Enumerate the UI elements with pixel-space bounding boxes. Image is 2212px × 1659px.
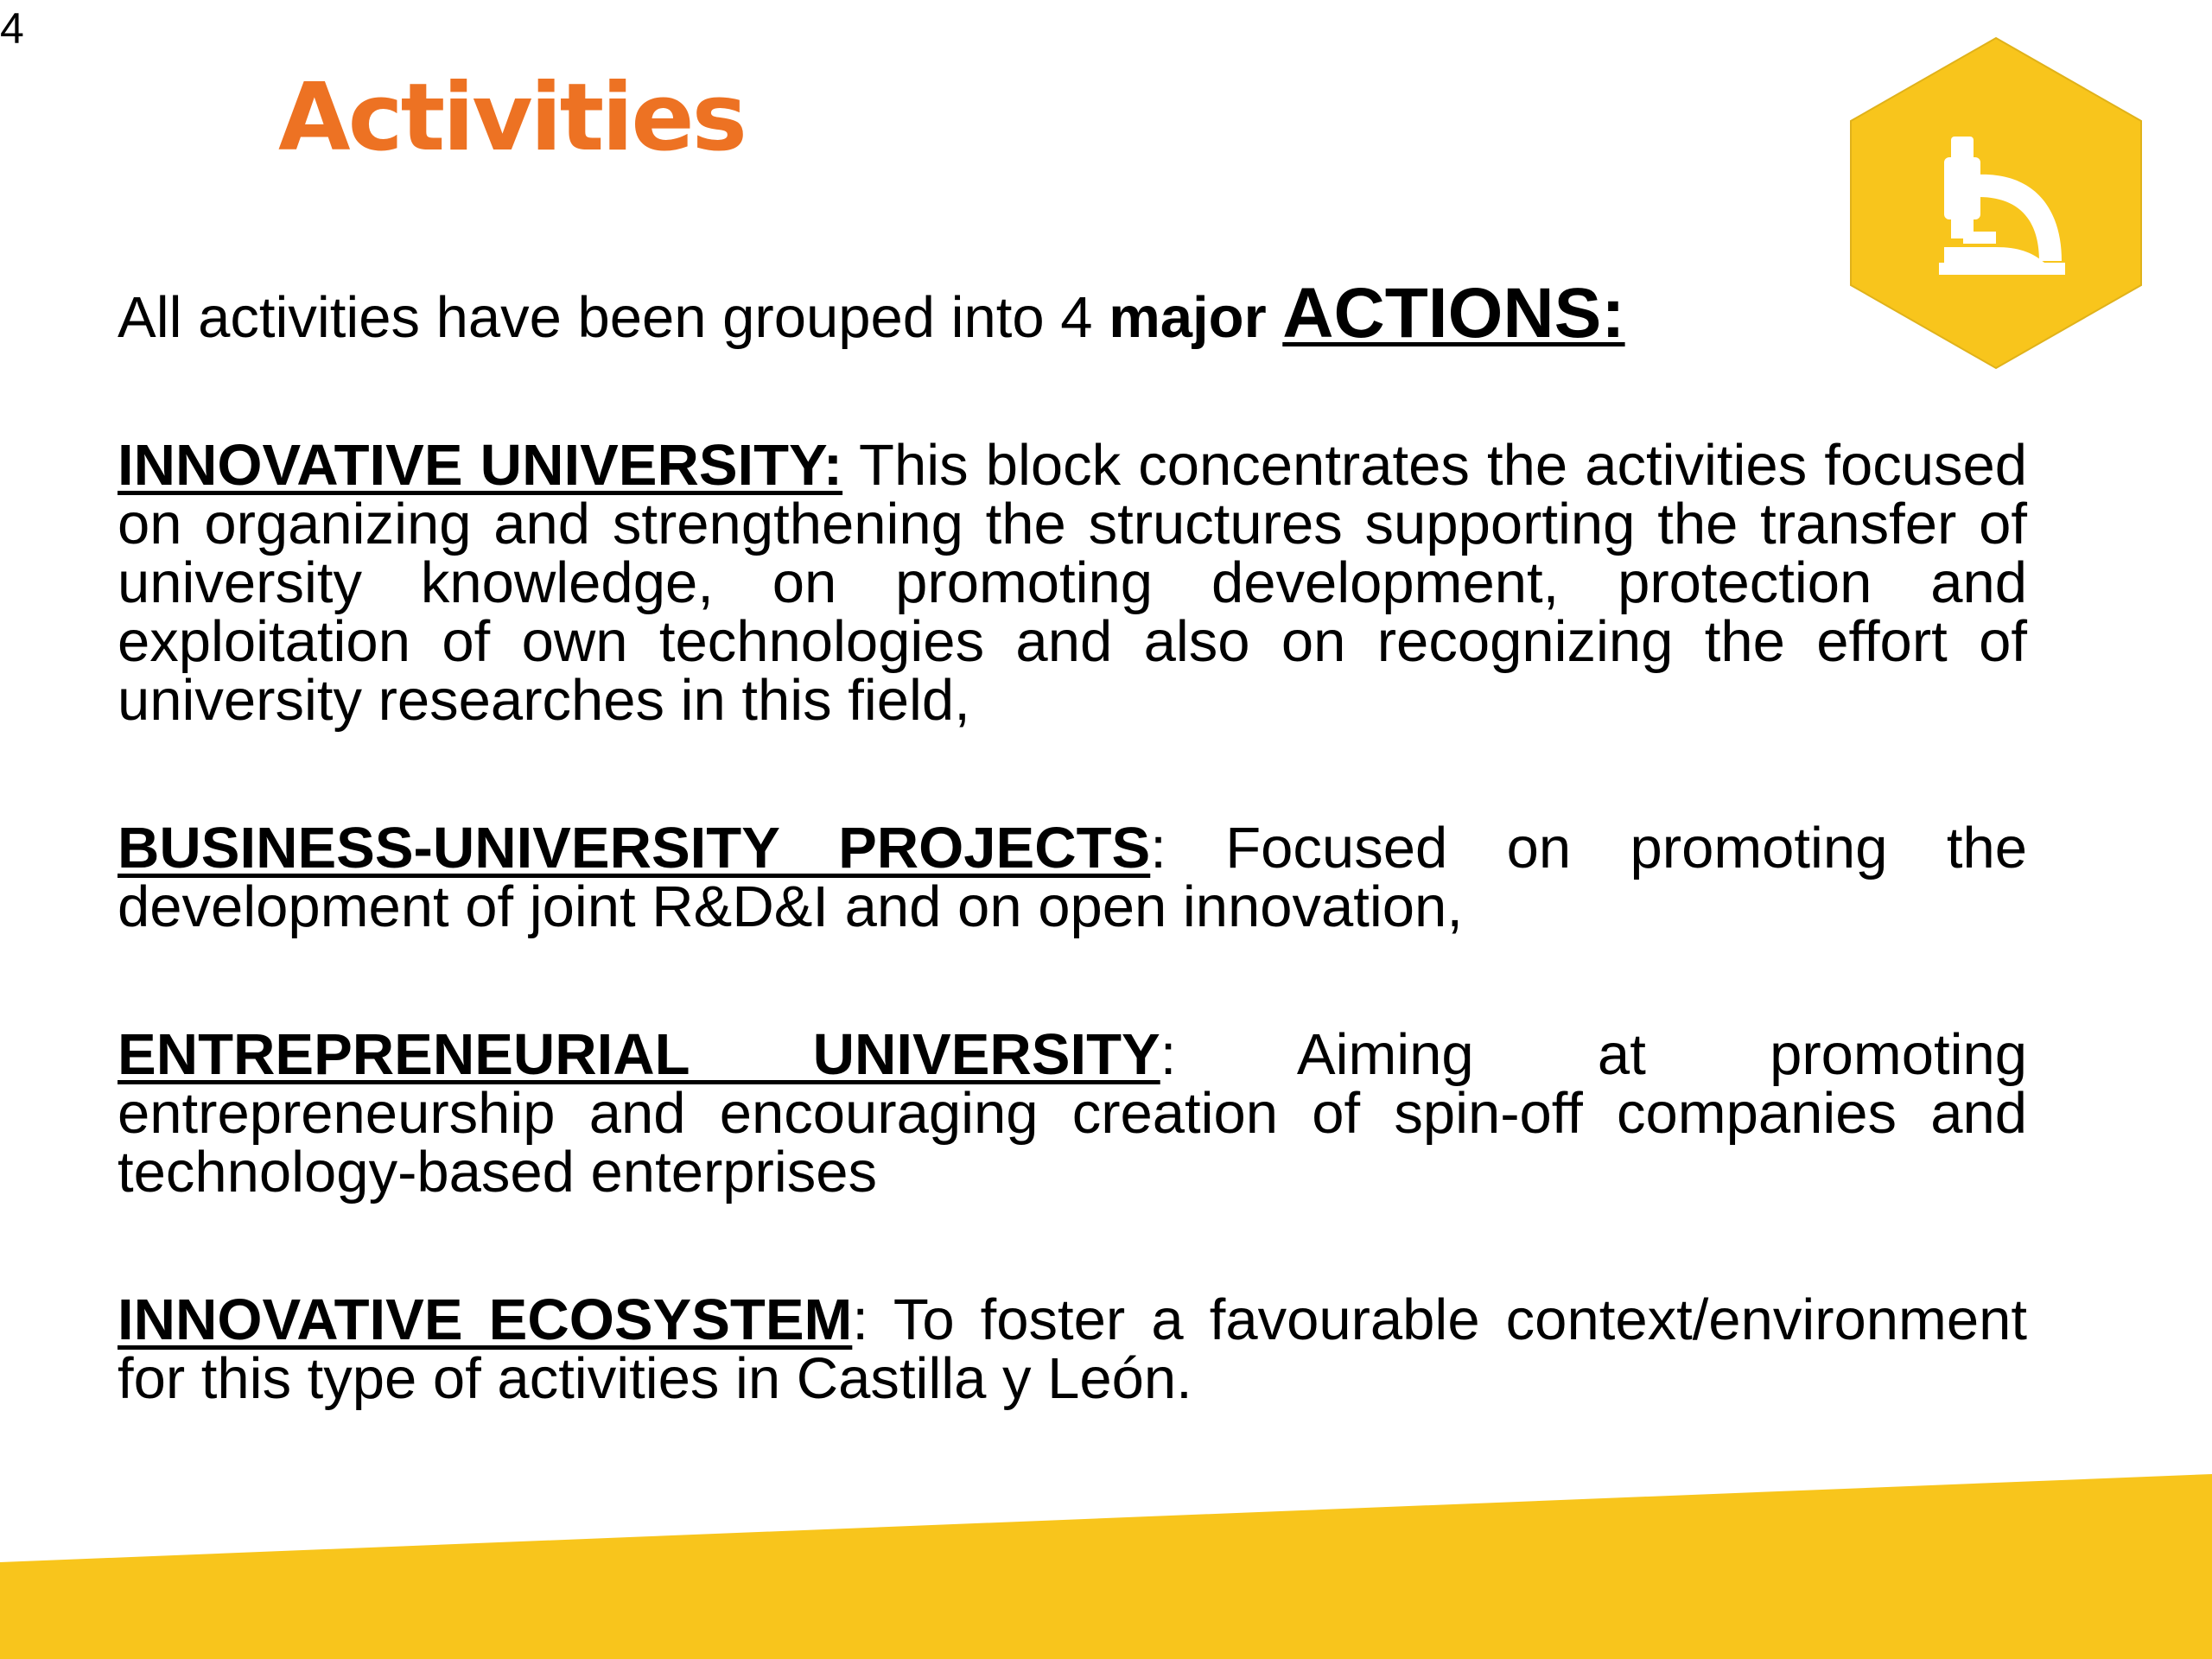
intro-text: All activities have been grouped into 4: [118, 285, 1109, 350]
action-body: : Aiming at promoting entrepreneurship and encouraging creation of spin-off companies and technology-based enterprises: [118, 1022, 2027, 1205]
action-heading: INNOVATIVE ECOSYSTEM: [118, 1287, 853, 1352]
intro-actions-label: ACTIONS:: [1282, 274, 1625, 353]
action-heading: BUSINESS-UNIVERSITY PROJECTS: [118, 816, 1151, 880]
action-body: This block concentrates the activities focused on organizing and strengthening the structures supporting the transfer of university knowledge, on promoting development, protection and exploitation of own technologies and also on recognizing the effort of university researches in this field,: [118, 433, 2027, 733]
hexagon-badge: [1849, 36, 2143, 370]
footer-band-shape: [0, 1474, 2212, 1659]
page-title: Activities: [278, 64, 745, 172]
action-body: : Focused on promoting the development of joint R&D&I and on open innovation,: [118, 816, 2027, 939]
action-block-business-university-projects: [118, 816, 2027, 939]
page-number: 4: [0, 4, 24, 53]
action-block-innovative-ecosystem: [118, 1287, 2028, 1411]
intro-line: [118, 275, 1625, 353]
action-block-entrepreneurial-university: [118, 1022, 2027, 1205]
action-block-innovative-university: [118, 433, 2027, 733]
action-body: : To foster a favourable context/environment for this type of activities in Castilla y León.: [118, 1287, 2028, 1411]
action-heading: INNOVATIVE UNIVERSITY:: [118, 433, 843, 498]
action-heading: ENTREPRENEURIAL UNIVERSITY: [118, 1022, 1160, 1087]
footer-band: [0, 1469, 2212, 1659]
hexagon-shape: [1851, 38, 2141, 368]
intro-bold-word: major: [1109, 285, 1267, 350]
